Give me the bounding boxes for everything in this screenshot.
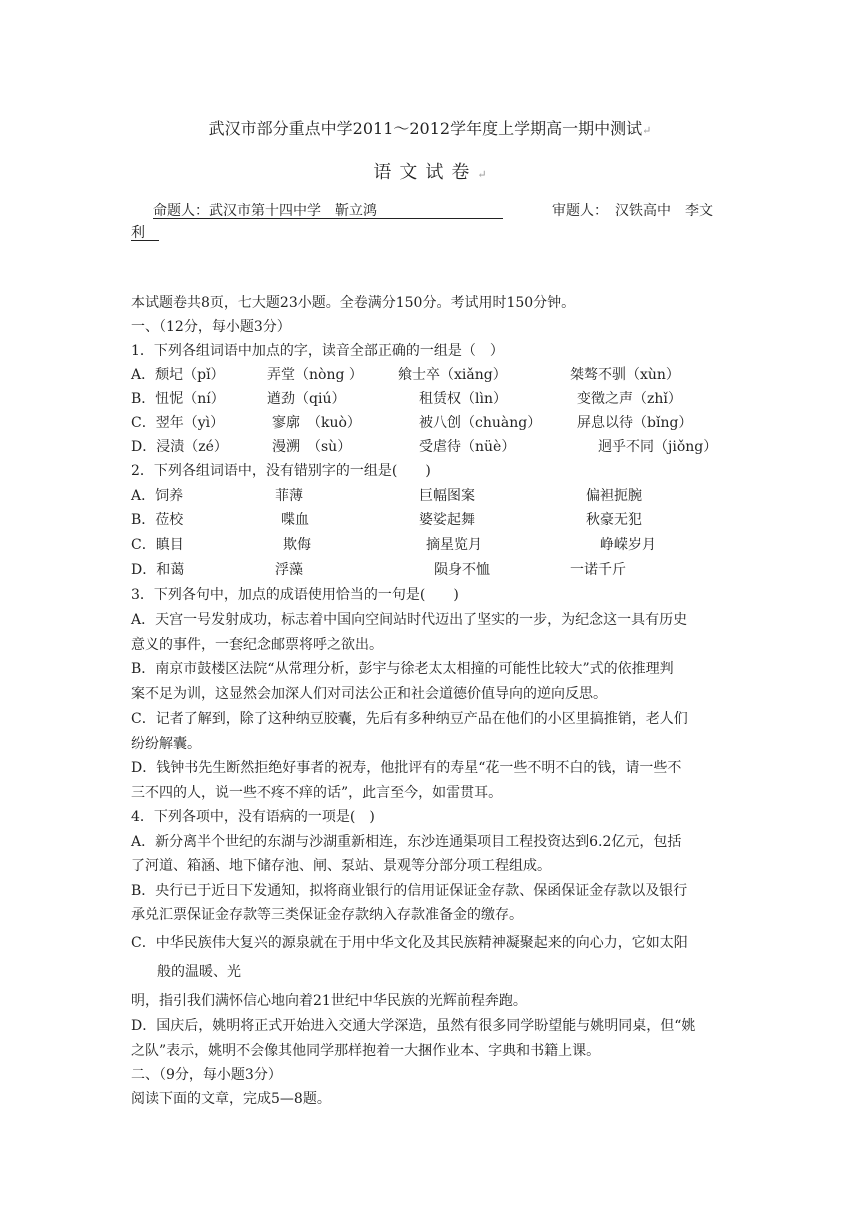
- q4-option-b: B．央行已于近日下发通知，拟将商业银行的信用证保证金存款、保函保证金存款以及银行: [131, 883, 688, 899]
- q4-option-c-cont: 般的温暖、光: [157, 964, 241, 980]
- q4-option-d: D．国庆后，姚明将正式开始进入交通大学深造，虽然有很多同学盼望能与姚明同桌，但“姚: [131, 1018, 696, 1034]
- q1-option-a: A．颓圮（pǐ） 弄堂（nòng ） 飨士卒（xiǎng） 桀骜不驯（xùn）: [131, 367, 680, 383]
- q4-stem: 4．下列各项中，没有语病的一项是( ): [131, 809, 375, 825]
- q3-option-c-cont: 纷纷解囊。: [131, 736, 201, 752]
- author-line: 命题人：武汉市第十四中学 靳立鸿: [153, 203, 377, 219]
- q1-option-d: D．浸渍（zé） 漫溯 （sù） 受虐待（nüè） 迥乎不同（jiǒng）: [131, 439, 718, 455]
- q4-option-b-cont: 承兑汇票保证金存款等三类保证金存款纳入存款准备金的缴存。: [131, 907, 523, 923]
- q2-option-c: C．瞋目 欺侮 摘星览月 峥嵘岁月: [131, 537, 656, 553]
- q4-option-a-cont: 了河道、箱涵、地下储存池、闸、泵站、景观等分部分项工程组成。: [131, 858, 551, 874]
- reviewer-line: 审题人： 汉铁高中 李文: [552, 203, 713, 219]
- q4-option-d-cont: 之队”表示，姚明不会像其他同学那样抱着一大捆作业本、字典和书籍上课。: [131, 1043, 601, 1059]
- q4-option-a: A．新分离半个世纪的东湖与沙湖重新相连，东沙连通渠项目工程投资达到6.2亿元，包括: [131, 834, 682, 850]
- section2-heading: 二、（9分，每小题3分）: [131, 1067, 282, 1083]
- exam-subtitle-text: 语文试卷: [373, 162, 478, 183]
- q4-option-c-cont2: 明，指引我们满怀信心地向着21世纪中华民族的光辉前程奔跑。: [131, 993, 527, 1009]
- q2-option-d: D．和蔼 浮藻 陨身不恤 一诺千斤: [131, 562, 626, 578]
- exam-title-text: 武汉市部分重点中学2011～2012学年度上学期高一期中测试: [208, 119, 643, 138]
- q3-option-d-cont: 三不四的人，说一些不疼不痒的话”，此言至今，如雷贯耳。: [131, 785, 503, 801]
- paragraph-mark: ↵: [642, 124, 652, 137]
- q4-option-c: C．中华民族伟大复兴的源泉就在于用中华文化及其民族精神凝聚起来的向心力，它如太阳: [131, 935, 688, 951]
- q3-option-b-cont: 案不足为训，这显然会加深人们对司法公正和社会道德价值导向的逆向反思。: [131, 686, 607, 702]
- q1-stem: 1．下列各组词语中加点的字，读音全部正确的一组是（ ）: [131, 343, 504, 359]
- paragraph-mark: ↵: [477, 168, 487, 181]
- exam-title: [0, 116, 860, 139]
- q3-option-d: D．钱钟书先生断然拒绝好事者的祝寿，他批评有的寿星“花一些不明不白的钱，请一些不: [131, 760, 682, 776]
- q1-option-c: C．翌年（yì） 寥廓 （kuò） 被八创（chuàng） 屏息以待（bǐng）: [131, 415, 693, 431]
- q2-stem: 2．下列各组词语中，没有错别字的一组是( ): [131, 463, 431, 479]
- q3-option-c: C．记者了解到，除了这种纳豆胶囊，先后有多种纳豆产品在他们的小区里搞推销，老人们: [131, 711, 688, 727]
- q3-stem: 3．下列各句中，加点的成语使用恰当的一句是( ): [131, 587, 459, 603]
- q2-option-a: A．饲养 菲薄 巨幅图案 偏袒扼腕: [131, 488, 642, 504]
- exam-subtitle: [0, 158, 860, 184]
- section1-heading: 一、（12分，每小题3分）: [131, 319, 291, 335]
- intro-text: 本试题卷共8页，七大题23小题。全卷满分150分。考试用时150分钟。: [131, 295, 576, 311]
- q3-option-b: B．南京市鼓楼区法院“从常理分析，彭宇与徐老太太相撞的可能性比较大”式的依推理判: [131, 661, 674, 677]
- q2-option-b: B．莅校 喋血 婆娑起舞 秋豪无犯: [131, 512, 642, 528]
- section2-instruction: 阅读下面的文章，完成5—8题。: [131, 1091, 331, 1107]
- reviewer-line-cont: 利: [131, 225, 145, 241]
- q1-option-b: B．忸怩（ní） 遒劲（qiú） 租赁权（lìn） 变徵之声（zhǐ）: [131, 391, 682, 407]
- q3-option-a-cont: 意义的事件，一套纪念邮票将呼之欲出。: [131, 637, 383, 653]
- q3-option-a: A．天宫一号发射成功，标志着中国向空间站时代迈出了坚实的一步，为纪念这一具有历史: [131, 612, 688, 628]
